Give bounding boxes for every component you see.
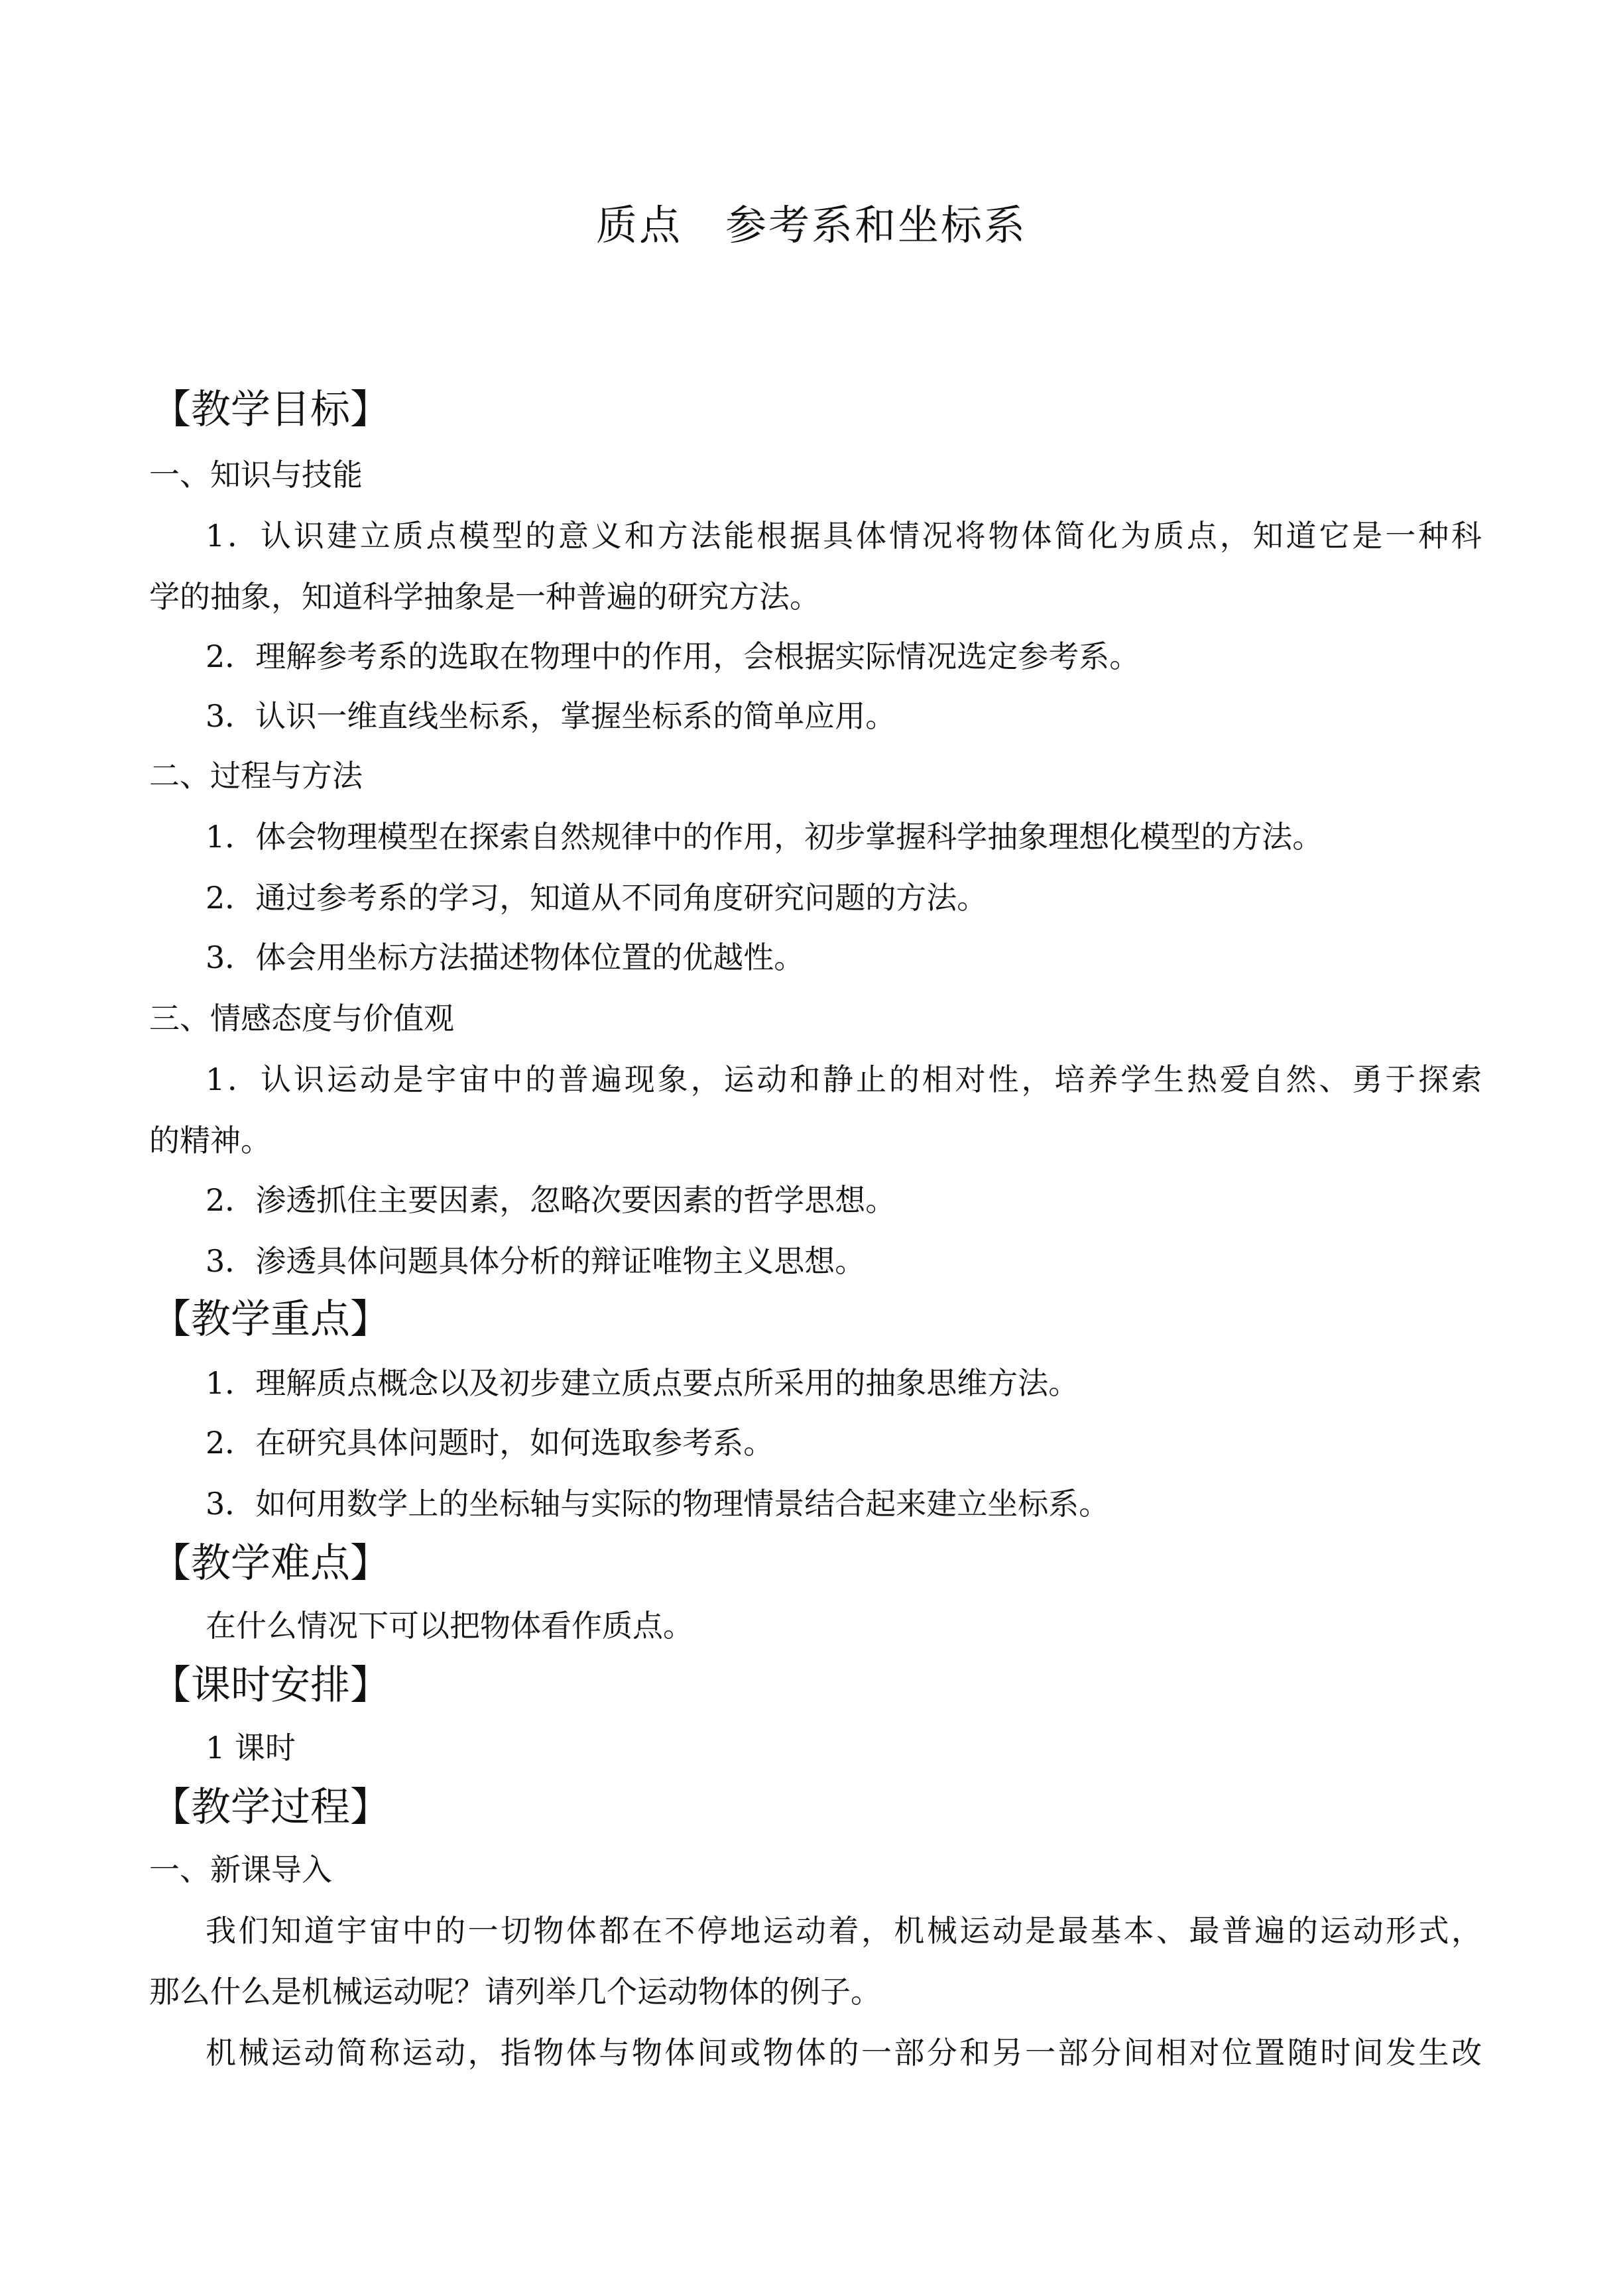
paragraph-line: 2．理解参考系的选取在物理中的作用，会根据实际情况选定参考系。 (206, 638, 1140, 674)
paragraph-line: 1 课时 (206, 1730, 296, 1766)
paragraph-line: 1．理解质点概念以及初步建立质点要点所采用的抽象思维方法。 (206, 1365, 1079, 1401)
paragraph-line: 2．渗透抓住主要因素，忽略次要因素的哲学思想。 (206, 1182, 896, 1218)
paragraph-line: 学的抽象，知道科学抽象是一种普遍的研究方法。 (149, 579, 820, 615)
subheading-process-methods: 二、过程与方法 (149, 758, 363, 794)
subheading-emotion-values: 三、情感态度与价值观 (149, 1000, 454, 1036)
paragraph-line: 2．通过参考系的学习，知道从不同角度研究问题的方法。 (206, 880, 988, 916)
paragraph-line: 3．如何用数学上的坐标轴与实际的物理情景结合起来建立坐标系。 (206, 1486, 1110, 1522)
section-heading-teaching-objectives: 【教学目标】 (151, 387, 390, 433)
paragraph-line: 3．渗透具体问题具体分析的辩证唯物主义思想。 (206, 1243, 866, 1279)
paragraph-line: 3．认识一维直线坐标系，掌握坐标系的简单应用。 (206, 698, 896, 734)
document-title: 质点 参考系和坐标系 (595, 201, 1027, 249)
section-heading-key-points: 【教学重点】 (151, 1296, 390, 1343)
paragraph-line: 1．体会物理模型在探索自然规律中的作用，初步掌握科学抽象理想化模型的方法。 (206, 819, 1323, 855)
paragraph-line: 机械运动简称运动，指物体与物体间或物体的一部分和另一部分间相对位置随时间发生改 (206, 2035, 1482, 2071)
paragraph-line: 1．认识建立质点模型的意义和方法能根据具体情况将物体简化为质点，知道它是一种科 (206, 518, 1482, 554)
paragraph-line: 那么什么是机械运动呢？请列举几个运动物体的例子。 (149, 1974, 881, 2010)
paragraph-line: 在什么情况下可以把物体看作质点。 (206, 1608, 693, 1644)
section-heading-schedule: 【课时安排】 (151, 1662, 390, 1709)
subheading-new-lesson-intro: 一、新课导入 (149, 1852, 332, 1888)
section-heading-difficulties: 【教学难点】 (151, 1540, 390, 1587)
paragraph-line: 1．认识运动是宇宙中的普遍现象，运动和静止的相对性，培养学生热爱自然、勇于探索 (206, 1061, 1482, 1097)
section-heading-teaching-process: 【教学过程】 (151, 1784, 390, 1831)
subheading-knowledge-skills: 一、知识与技能 (149, 457, 363, 493)
paragraph-line: 的精神。 (149, 1122, 271, 1158)
paragraph-line: 我们知道宇宙中的一切物体都在不停地运动着，机械运动是最基本、最普遍的运动形式， (206, 1913, 1482, 1949)
paragraph-line: 2．在研究具体问题时，如何选取参考系。 (206, 1425, 774, 1461)
paragraph-line: 3．体会用坐标方法描述物体位置的优越性。 (206, 939, 805, 975)
